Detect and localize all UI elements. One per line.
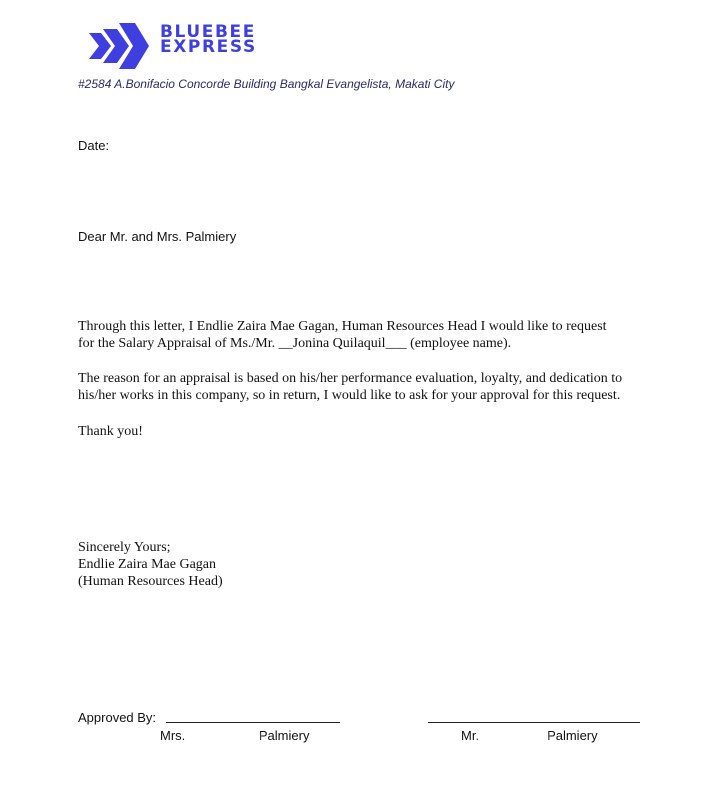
approver-1-prefix: Mrs. bbox=[160, 728, 189, 743]
paragraph-1-line-1: Through this letter, I Endlie Zaira Mae Gagan, Human Resources Head I would like to request bbox=[78, 319, 607, 334]
paragraph-1 bbox=[78, 318, 607, 352]
approver-1-name bbox=[160, 728, 309, 743]
company-address: #2584 A.Bonifacio Concorde Building Bangkal Evangelista, Makati City bbox=[78, 77, 455, 91]
paragraph-2-line-2: his/her works in this company, so in return, I would like to ask for your approval for this request. bbox=[78, 388, 621, 403]
date-label: Date: bbox=[78, 138, 110, 153]
redacted-mark bbox=[479, 732, 547, 742]
salutation: Dear Mr. and Mrs. Palmiery bbox=[78, 229, 237, 244]
approver-2-name bbox=[461, 728, 598, 743]
brand-line-1: BLUEBEE bbox=[160, 22, 256, 42]
signer-name: Endlie Zaira Mae Gagan bbox=[78, 557, 216, 572]
redacted-mark bbox=[189, 732, 259, 742]
approver-2-suffix: Palmiery bbox=[547, 728, 598, 743]
paragraph-1-line-2: for the Salary Appraisal of Ms./Mr. __Jonina Quilaquil___ (employee name). bbox=[78, 336, 512, 351]
bluebee-logo-icon bbox=[89, 21, 153, 71]
brand-name bbox=[160, 22, 257, 57]
signature-line-2 bbox=[428, 722, 640, 723]
signature-block bbox=[78, 539, 223, 590]
approved-by-label: Approved By: bbox=[78, 710, 157, 725]
paragraph-2-line-1: The reason for an appraisal is based on his/her performance evaluation, loyalty, and dedication to bbox=[78, 371, 623, 386]
thank-you-text: Thank you! bbox=[78, 424, 143, 439]
closing-text: Sincerely Yours; bbox=[78, 540, 171, 555]
signer-title: (Human Resources Head) bbox=[78, 574, 223, 589]
approver-2-prefix: Mr. bbox=[461, 728, 480, 743]
brand-line-2: EXPRESS bbox=[160, 37, 257, 57]
signature-line-1 bbox=[166, 722, 340, 723]
paragraph-2 bbox=[78, 370, 622, 404]
approver-1-suffix: Palmiery bbox=[258, 728, 310, 743]
